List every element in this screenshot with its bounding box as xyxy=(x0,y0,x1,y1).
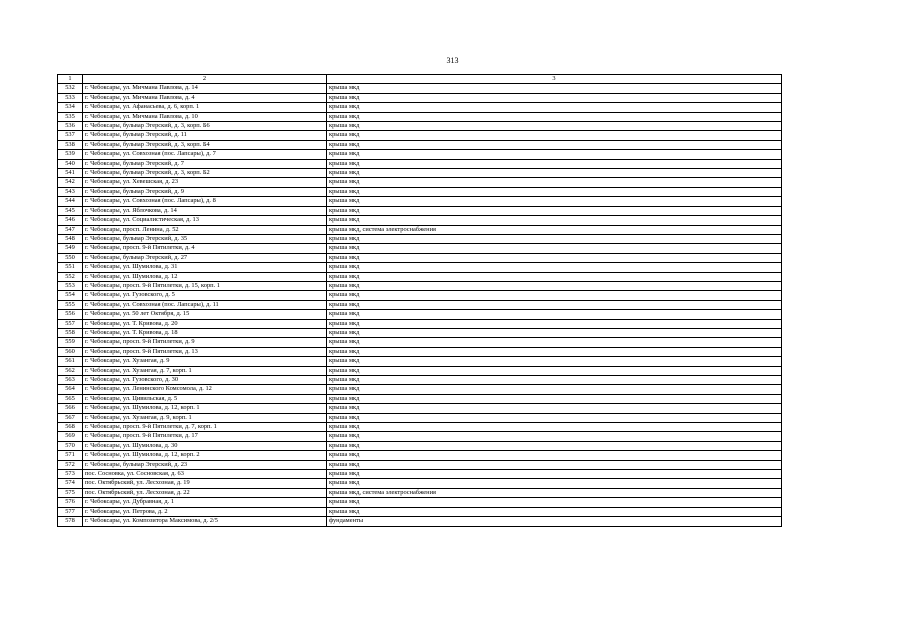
row-number-cell: 559 xyxy=(58,338,83,347)
element-cell: крыша мкд xyxy=(327,140,782,149)
row-number-cell: 563 xyxy=(58,376,83,385)
table-row xyxy=(58,122,782,131)
address-cell: г. Чебоксары, ул. Хузангая, д. 7, корп. 1 xyxy=(83,366,327,375)
table-row xyxy=(58,413,782,422)
address-cell: г. Чебоксары, бульвар Эгерский, д. 3, корп. Б2 xyxy=(83,169,327,178)
element-cell: крыша мкд xyxy=(327,84,782,93)
address-cell: г. Чебоксары, ул. Гузовского, д. 5 xyxy=(83,291,327,300)
element-cell: крыша мкд xyxy=(327,159,782,168)
row-number-cell: 558 xyxy=(58,328,83,337)
element-cell: крыша мкд, система электроснабжения xyxy=(327,225,782,234)
element-cell: крыша мкд xyxy=(327,507,782,516)
table-row xyxy=(58,225,782,234)
row-number-cell: 560 xyxy=(58,347,83,356)
row-number-cell: 551 xyxy=(58,263,83,272)
row-number-cell: 553 xyxy=(58,281,83,290)
table-row xyxy=(58,197,782,206)
table-row xyxy=(58,366,782,375)
table-row xyxy=(58,84,782,93)
row-number-cell: 541 xyxy=(58,169,83,178)
element-cell: крыша мкд xyxy=(327,357,782,366)
table-row xyxy=(58,150,782,159)
table-row xyxy=(58,376,782,385)
address-cell: г. Чебоксары, просп. 9-й Пятилетки, д. 13 xyxy=(83,347,327,356)
table-row xyxy=(58,272,782,281)
row-number-cell: 569 xyxy=(58,432,83,441)
row-number-cell: 564 xyxy=(58,385,83,394)
element-cell: крыша мкд xyxy=(327,103,782,112)
column-header: 3 xyxy=(327,75,782,84)
row-number-cell: 561 xyxy=(58,357,83,366)
element-cell: крыша мкд xyxy=(327,216,782,225)
element-cell: крыша мкд xyxy=(327,451,782,460)
table-row xyxy=(58,517,782,526)
element-cell: крыша мкд xyxy=(327,385,782,394)
element-cell: фундаменты xyxy=(327,517,782,526)
address-cell: г. Чебоксары, ул. Хевешская, д. 23 xyxy=(83,178,327,187)
element-cell: крыша мкд xyxy=(327,441,782,450)
element-cell: крыша мкд xyxy=(327,150,782,159)
row-number-cell: 533 xyxy=(58,93,83,102)
element-cell: крыша мкд xyxy=(327,281,782,290)
address-cell: г. Чебоксары, ул. Дубравная, д. 1 xyxy=(83,498,327,507)
element-cell: крыша мкд xyxy=(327,291,782,300)
address-cell: г. Чебоксары, ул. Шумилова, д. 12, корп. 2 xyxy=(83,451,327,460)
table-row xyxy=(58,103,782,112)
table-row xyxy=(58,357,782,366)
table-row xyxy=(58,470,782,479)
address-cell: г. Чебоксары, ул. Петрова, д. 2 xyxy=(83,507,327,516)
table-row xyxy=(58,263,782,272)
row-number-cell: 566 xyxy=(58,404,83,413)
table-row xyxy=(58,169,782,178)
row-number-cell: 536 xyxy=(58,122,83,131)
element-cell: крыша мкд xyxy=(327,498,782,507)
element-cell: крыша мкд xyxy=(327,112,782,121)
row-number-cell: 567 xyxy=(58,413,83,422)
row-number-cell: 570 xyxy=(58,441,83,450)
address-cell: г. Чебоксары, ул. Цивильская, д. 5 xyxy=(83,394,327,403)
row-number-cell: 534 xyxy=(58,103,83,112)
row-number-cell: 574 xyxy=(58,479,83,488)
address-cell: г. Чебоксары, бульвар Эгерский, д. 23 xyxy=(83,460,327,469)
address-cell: г. Чебоксары, ул. Афанасьева, д. 6, корп. 1 xyxy=(83,103,327,112)
row-number-cell: 552 xyxy=(58,272,83,281)
address-cell: г. Чебоксары, просп. 9-й Пятилетки, д. 9 xyxy=(83,338,327,347)
address-cell: г. Чебоксары, бульвар Эгерский, д. 3, корп. Б6 xyxy=(83,122,327,131)
row-number-cell: 577 xyxy=(58,507,83,516)
row-number-cell: 576 xyxy=(58,498,83,507)
table-row xyxy=(58,131,782,140)
address-cell: г. Чебоксары, ул. Совхозная (пос. Лапсары), д. 11 xyxy=(83,300,327,309)
row-number-cell: 549 xyxy=(58,244,83,253)
table-row xyxy=(58,300,782,309)
element-cell: крыша мкд xyxy=(327,460,782,469)
row-number-cell: 573 xyxy=(58,470,83,479)
row-number-cell: 542 xyxy=(58,178,83,187)
address-cell: г. Чебоксары, ул. Совхозная (пос. Лапсары), д. 8 xyxy=(83,197,327,206)
row-number-cell: 572 xyxy=(58,460,83,469)
element-cell: крыша мкд xyxy=(327,479,782,488)
table-row xyxy=(58,159,782,168)
table-row xyxy=(58,338,782,347)
element-cell: крыша мкд xyxy=(327,328,782,337)
row-number-cell: 557 xyxy=(58,319,83,328)
element-cell: крыша мкд xyxy=(327,197,782,206)
address-cell: г. Чебоксары, ул. Гузовского, д. 30 xyxy=(83,376,327,385)
table-row xyxy=(58,488,782,497)
table-row xyxy=(58,423,782,432)
address-cell: г. Чебоксары, ул. Т. Кривова, д. 20 xyxy=(83,319,327,328)
row-number-cell: 539 xyxy=(58,150,83,159)
address-cell: г. Чебоксары, ул. Совхозная (пос. Лапсары), д. 7 xyxy=(83,150,327,159)
element-cell: крыша мкд xyxy=(327,244,782,253)
element-cell: крыша мкд xyxy=(327,366,782,375)
address-cell: г. Чебоксары, бульвар Эгерский, д. 3, корп. Б4 xyxy=(83,140,327,149)
element-cell: крыша мкд xyxy=(327,432,782,441)
address-cell: г. Чебоксары, просп. 9-й Пятилетки, д. 17 xyxy=(83,432,327,441)
element-cell: крыша мкд xyxy=(327,347,782,356)
address-cell: пос. Сосновка, ул. Сосновская, д. 63 xyxy=(83,470,327,479)
address-cell: г. Чебоксары, бульвар Эгерский, д. 7 xyxy=(83,159,327,168)
row-number-cell: 545 xyxy=(58,206,83,215)
table-row xyxy=(58,244,782,253)
element-cell: крыша мкд xyxy=(327,234,782,243)
table-row xyxy=(58,93,782,102)
row-number-cell: 532 xyxy=(58,84,83,93)
table-row xyxy=(58,234,782,243)
row-number-cell: 562 xyxy=(58,366,83,375)
table-row xyxy=(58,187,782,196)
address-cell: г. Чебоксары, ул. Мичмана Павлова, д. 14 xyxy=(83,84,327,93)
row-number-cell: 554 xyxy=(58,291,83,300)
element-cell: крыша мкд xyxy=(327,169,782,178)
row-number-cell: 546 xyxy=(58,216,83,225)
row-number-cell: 537 xyxy=(58,131,83,140)
table-row xyxy=(58,347,782,356)
table-row xyxy=(58,310,782,319)
table-row xyxy=(58,479,782,488)
row-number-cell: 548 xyxy=(58,234,83,243)
address-cell: г. Чебоксары, просп. 9-й Пятилетки, д. 7, корп. 1 xyxy=(83,423,327,432)
address-cell: г. Чебоксары, ул. Хузангая, д. 9 xyxy=(83,357,327,366)
element-cell: крыша мкд xyxy=(327,178,782,187)
table-row xyxy=(58,498,782,507)
column-header: 2 xyxy=(83,75,327,84)
element-cell: крыша мкд xyxy=(327,253,782,262)
row-number-cell: 556 xyxy=(58,310,83,319)
page-number: 313 xyxy=(446,56,459,65)
table-row xyxy=(58,112,782,121)
element-cell: крыша мкд xyxy=(327,206,782,215)
address-cell: пос. Октябрьский, ул. Лесхозная, д. 19 xyxy=(83,479,327,488)
address-cell: г. Чебоксары, бульвар Эгерский, д. 27 xyxy=(83,253,327,262)
row-number-cell: 535 xyxy=(58,112,83,121)
table-row xyxy=(58,140,782,149)
table-row xyxy=(58,441,782,450)
row-number-cell: 568 xyxy=(58,423,83,432)
row-number-cell: 544 xyxy=(58,197,83,206)
element-cell: крыша мкд xyxy=(327,187,782,196)
element-cell: крыша мкд xyxy=(327,404,782,413)
table-row xyxy=(58,216,782,225)
address-cell: г. Чебоксары, ул. Яблочкова, д. 14 xyxy=(83,206,327,215)
element-cell: крыша мкд xyxy=(327,272,782,281)
element-cell: крыша мкд xyxy=(327,376,782,385)
address-cell: г. Чебоксары, просп. 9-й Пятилетки, д. 4 xyxy=(83,244,327,253)
address-cell: г. Чебоксары, ул. Социалистическая, д. 13 xyxy=(83,216,327,225)
table-header-row xyxy=(58,75,782,84)
address-cell: г. Чебоксары, ул. Шумилова, д. 12, корп. 1 xyxy=(83,404,327,413)
address-cell: г. Чебоксары, ул. Шумилова, д. 30 xyxy=(83,441,327,450)
address-cell: г. Чебоксары, ул. 50 лет Октября, д. 15 xyxy=(83,310,327,319)
table-row xyxy=(58,451,782,460)
address-cell: г. Чебоксары, ул. Композитора Максимова, д. 2/5 xyxy=(83,517,327,526)
address-cell: г. Чебоксары, ул. Мичмана Павлова, д. 4 xyxy=(83,93,327,102)
table-row xyxy=(58,328,782,337)
row-number-cell: 578 xyxy=(58,517,83,526)
table-row xyxy=(58,507,782,516)
table-row xyxy=(58,460,782,469)
table-row xyxy=(58,432,782,441)
table-row xyxy=(58,404,782,413)
element-cell: крыша мкд xyxy=(327,131,782,140)
row-number-cell: 543 xyxy=(58,187,83,196)
address-cell: г. Чебоксары, бульвар Эгерский, д. 11 xyxy=(83,131,327,140)
row-number-cell: 540 xyxy=(58,159,83,168)
address-cell: г. Чебоксары, просп. Ленина, д. 52 xyxy=(83,225,327,234)
element-cell: крыша мкд xyxy=(327,93,782,102)
table-row xyxy=(58,253,782,262)
element-cell: крыша мкд xyxy=(327,413,782,422)
table-row xyxy=(58,206,782,215)
address-cell: г. Чебоксары, ул. Мичмана Павлова, д. 10 xyxy=(83,112,327,121)
table-row xyxy=(58,394,782,403)
column-header: 1 xyxy=(58,75,83,84)
table-row xyxy=(58,319,782,328)
row-number-cell: 575 xyxy=(58,488,83,497)
address-cell: г. Чебоксары, просп. 9-й Пятилетки, д. 15, корп. 1 xyxy=(83,281,327,290)
document-table xyxy=(57,74,782,527)
address-cell: г. Чебоксары, бульвар Эгерский, д. 9 xyxy=(83,187,327,196)
address-cell: пос. Октябрьский, ул. Лесхозная, д. 22 xyxy=(83,488,327,497)
row-number-cell: 571 xyxy=(58,451,83,460)
element-cell: крыша мкд, система электроснабжения xyxy=(327,488,782,497)
table-row xyxy=(58,291,782,300)
row-number-cell: 565 xyxy=(58,394,83,403)
element-cell: крыша мкд xyxy=(327,394,782,403)
element-cell: крыша мкд xyxy=(327,300,782,309)
table-row xyxy=(58,385,782,394)
element-cell: крыша мкд xyxy=(327,310,782,319)
row-number-cell: 550 xyxy=(58,253,83,262)
table-row xyxy=(58,178,782,187)
element-cell: крыша мкд xyxy=(327,122,782,131)
element-cell: крыша мкд xyxy=(327,470,782,479)
address-cell: г. Чебоксары, бульвар Эгерский, д. 35 xyxy=(83,234,327,243)
address-cell: г. Чебоксары, ул. Ленинского Комсомола, д. 12 xyxy=(83,385,327,394)
address-cell: г. Чебоксары, ул. Хузангая, д. 9, корп. 1 xyxy=(83,413,327,422)
element-cell: крыша мкд xyxy=(327,338,782,347)
element-cell: крыша мкд xyxy=(327,423,782,432)
element-cell: крыша мкд xyxy=(327,263,782,272)
row-number-cell: 547 xyxy=(58,225,83,234)
row-number-cell: 538 xyxy=(58,140,83,149)
address-cell: г. Чебоксары, ул. Шумилова, д. 31 xyxy=(83,263,327,272)
row-number-cell: 555 xyxy=(58,300,83,309)
element-cell: крыша мкд xyxy=(327,319,782,328)
address-cell: г. Чебоксары, ул. Т. Кривова, д. 18 xyxy=(83,328,327,337)
address-cell: г. Чебоксары, ул. Шумилова, д. 12 xyxy=(83,272,327,281)
table-row xyxy=(58,281,782,290)
